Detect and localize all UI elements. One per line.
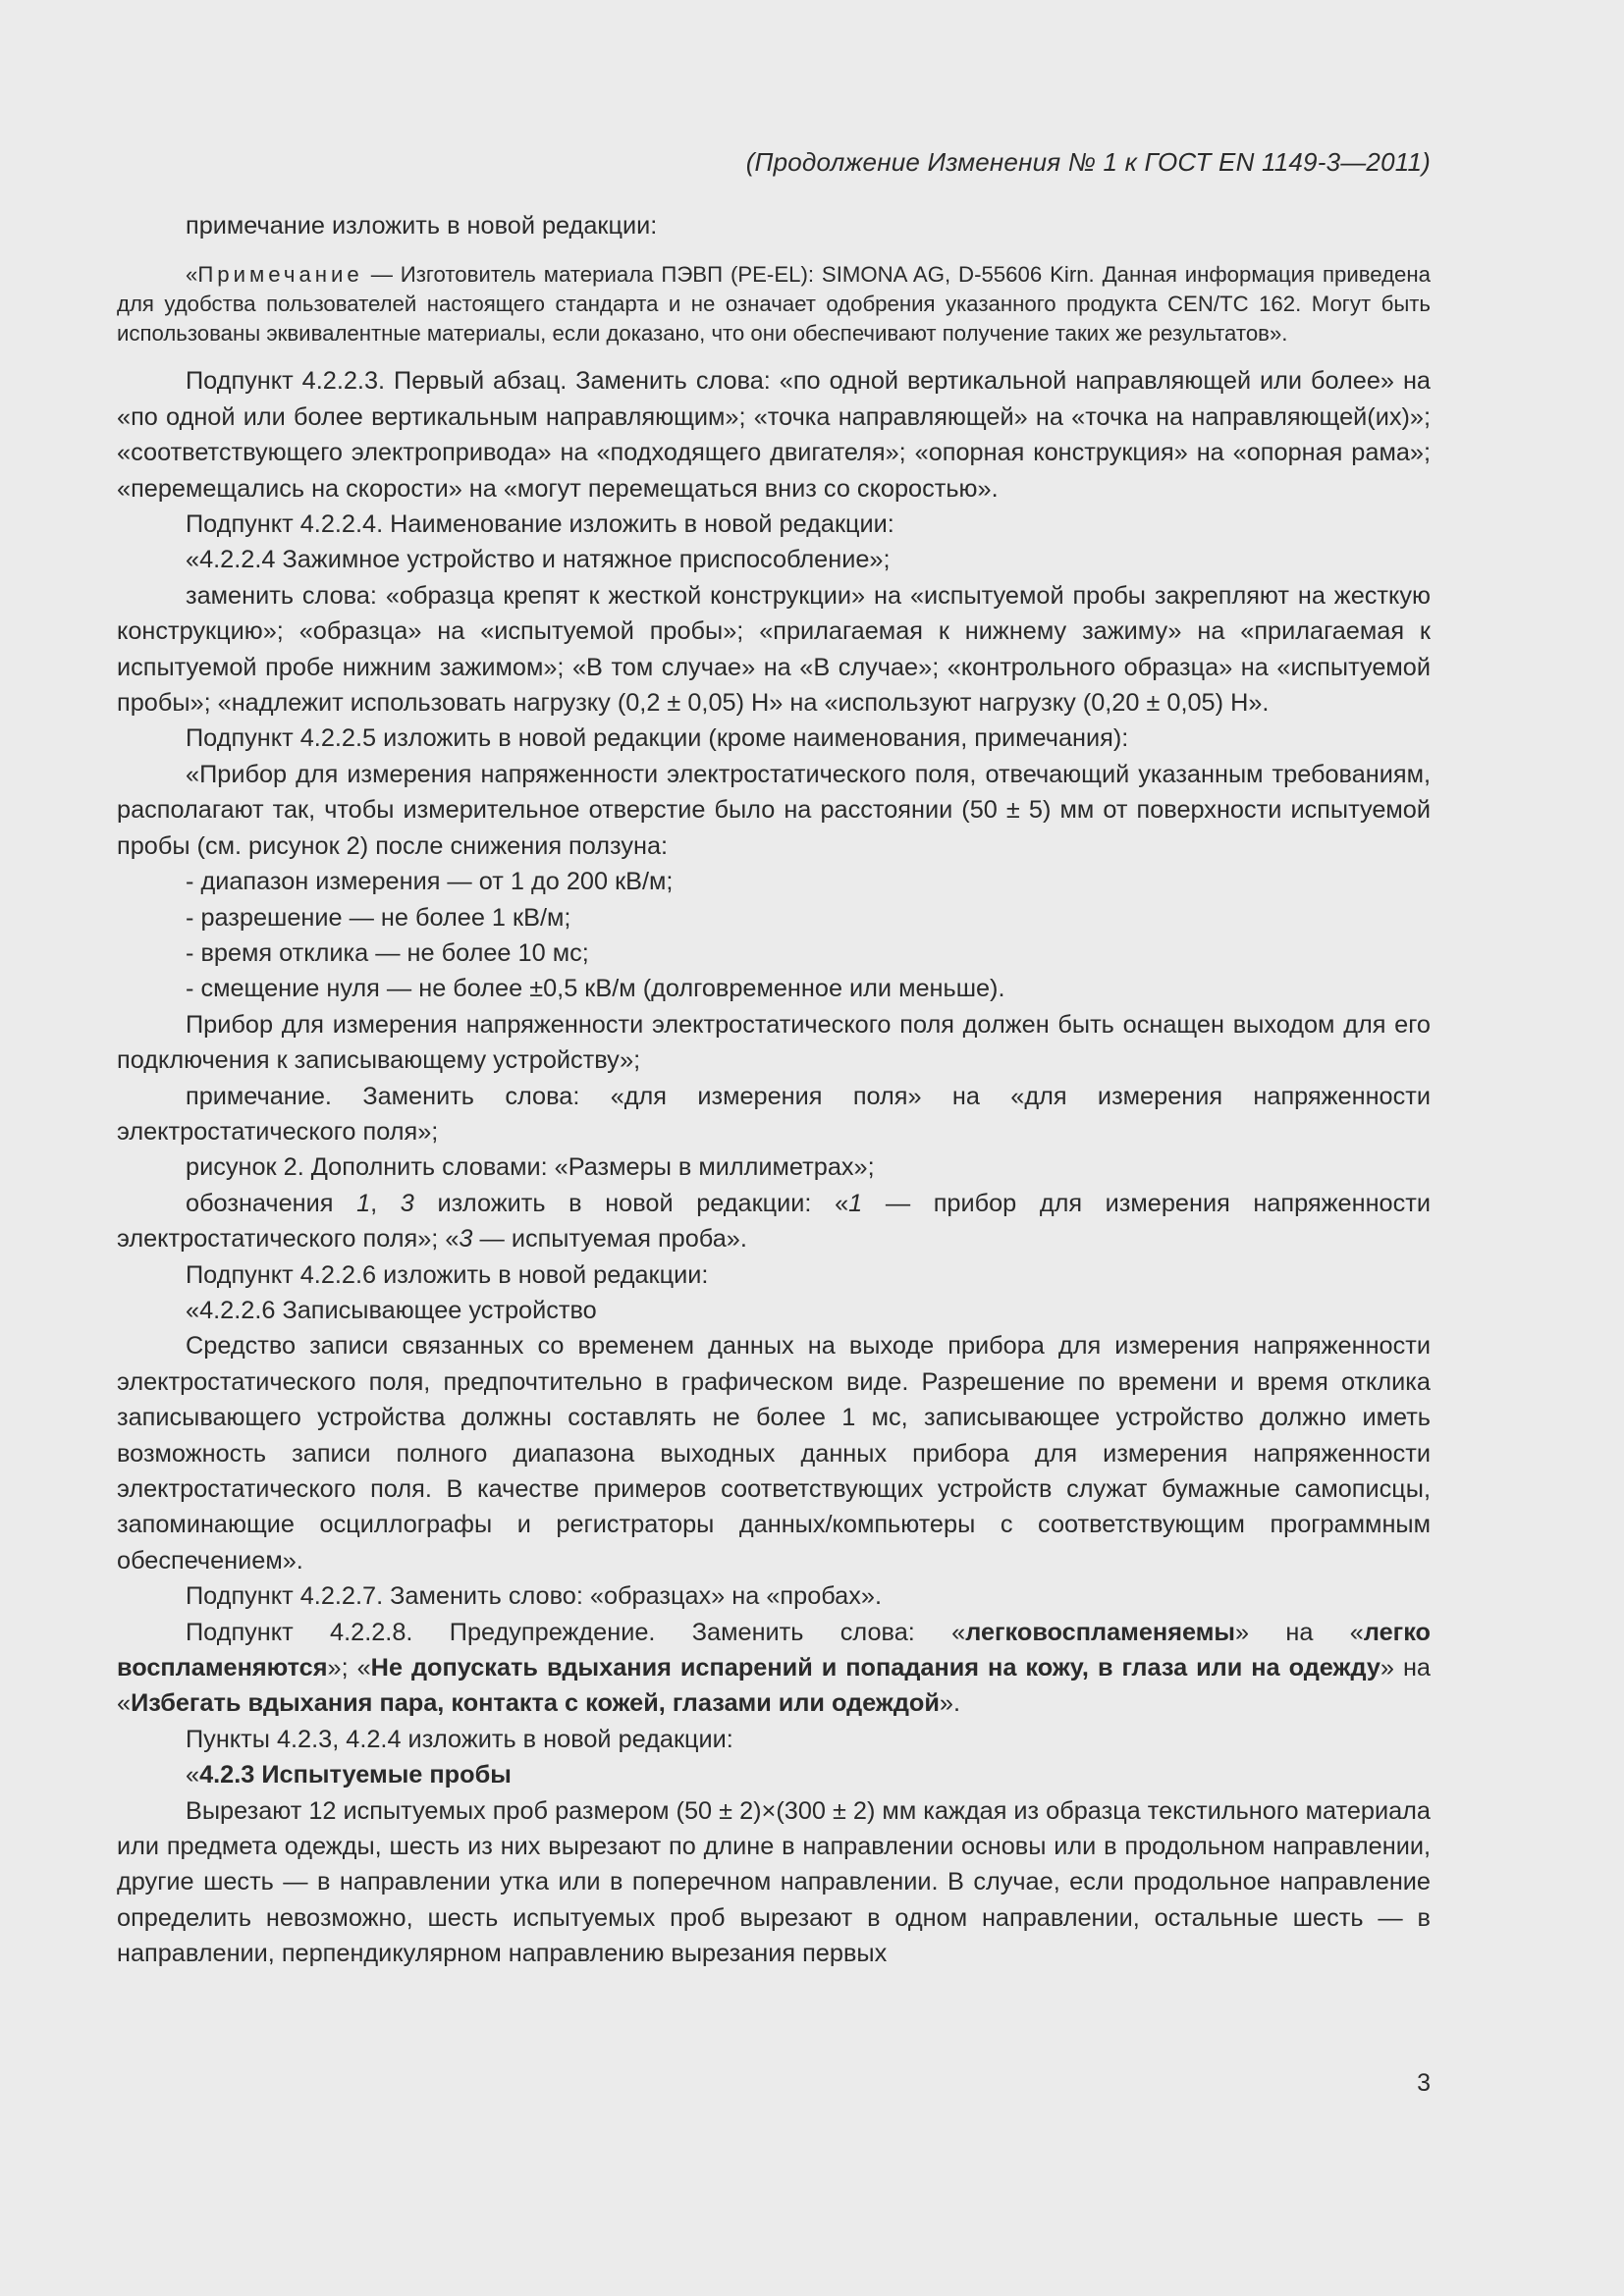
italic-ref: 3 (400, 1189, 414, 1217)
text-run: ». (939, 1689, 961, 1718)
note-open-quote: « (186, 262, 198, 288)
italic-ref: 1 (848, 1189, 863, 1217)
list-item: - диапазон измерения — от 1 до 200 кВ/м; (186, 868, 674, 896)
note-paragraph (117, 260, 1431, 348)
text-run: , (370, 1189, 401, 1217)
paragraph: Пункты 4.2.3, 4.2.4 изложить в новой редакции: (186, 1725, 733, 1753)
paragraph: Прибор для измерения напряженности электростатического поля должен быть оснащен выходом для его подключения к записывающему устройству»; (117, 1010, 1431, 1075)
paragraph: примечание. Заменить слова: «для измерения поля» на «для измерения напряженности электростатического поля»; (117, 1082, 1431, 1146)
bold-run: Не допускать вдыхания испарений и попадания на кожу, в глаза или на одежду (370, 1654, 1380, 1682)
list-item: - время отклика — не более 10 мс; (186, 938, 589, 967)
text-run: »; « (327, 1654, 371, 1682)
italic-ref: 3 (459, 1225, 473, 1254)
paragraph: примечание изложить в новой редакции: (186, 212, 658, 240)
paragraph: рисунок 2. Дополнить словами: «Размеры в миллиметрах»; (186, 1153, 875, 1182)
paragraph: Подпункт 4.2.2.4. Наименование изложить в новой редакции: (186, 510, 894, 539)
running-header: (Продолжение Изменения № 1 к ГОСТ EN 1149-3—2011) (745, 147, 1431, 177)
paragraph (117, 1186, 1431, 1257)
paragraph (117, 1615, 1431, 1722)
open-quote: « (186, 1761, 200, 1789)
italic-ref: 1 (356, 1189, 371, 1217)
text-run: » на « (1235, 1618, 1364, 1646)
paragraph: Подпункт 4.2.2.3. Первый абзац. Заменить слова: «по одной вертикальной направляющей или более» на «по одной или более вертикальным направляющим»; «точка направляющей» на «точка на направляющей(их)»; «соответствующего электропривода» на «подходящего двигателя»; «опорная конструкция» на «опорная рама»; «перемещались на скорости» на «могут перемещаться вниз со скоростью». (117, 367, 1431, 503)
paragraph: Подпункт 4.2.2.6 изложить в новой редакции: (186, 1260, 709, 1289)
bold-run: Избегать вдыхания пара, контакта с кожей, глазами или одеждой (131, 1689, 940, 1718)
page-number: 3 (1417, 2069, 1431, 2097)
note-label: Примечание (197, 262, 363, 288)
section-heading (117, 1757, 1431, 1792)
paragraph: «4.2.2.4 Зажимное устройство и натяжное приспособление»; (186, 546, 891, 574)
list-item: - разрешение — не более 1 кВ/м; (186, 903, 571, 932)
paragraph: Подпункт 4.2.2.5 изложить в новой редакции (кроме наименования, примечания): (186, 724, 1129, 753)
paragraph: «Прибор для измерения напряженности электростатического поля, отвечающий указанным требованиям, располагают так, чтобы измерительное отверстие было на расстоянии (50 ± 5) мм от поверхности испытуемой пробы (см. рисунок 2) после снижения ползуна: (117, 760, 1431, 860)
paragraph: заменить слова: «образца крепят к жесткой конструкции» на «испытуемой пробы закрепляют на жесткую конструкцию»; «образца» на «испытуемой пробы»; «прилагаемая к нижнему зажиму» на «прилагаемая к испытуемой пробе нижним зажимом»; «В том случае» на «В случае»; «контрольного образца» на «испытуемой пробы»; «надлежит использовать нагрузку (0,2 ± 0,05) Н» на «используют нагрузку (0,20 ± 0,05) Н». (117, 581, 1431, 718)
heading-text: 4.2.3 Испытуемые пробы (199, 1761, 512, 1789)
list-item: - смещение нуля — не более ±0,5 кВ/м (долговременное или меньше). (186, 975, 1005, 1003)
bold-run: легко воспламеняются (117, 1618, 1431, 1682)
text-run: — прибор для измерения напряженности электростатического поля»; « (117, 1189, 1431, 1254)
document-body (117, 208, 1431, 1972)
text-run: изложить в новой редакции: « (413, 1189, 849, 1217)
text-run: — испытуемая проба». (472, 1225, 747, 1254)
paragraph: Средство записи связанных со временем данных на выходе прибора для измерения напряженности электростатического поля, предпочтительно в графическом виде. Разрешение по времени и время отклика записывающего устройства должны составлять не более 1 мс, записывающее устройство должно иметь возможность записи полного диапазона выходных данных прибора для измерения напряженности электростатического поля. В качестве примеров соответствующих устройств служат бумажные самописцы, запоминающие осциллографы и регистраторы данных/компьютеры с соответствующим программным обеспечением». (117, 1332, 1431, 1575)
bold-run: легковоспламеняемы (965, 1618, 1236, 1646)
note-text: — Изготовитель материала ПЭВП (PE-EL): SIMONA AG, D-55606 Kirn. Данная информация приведена для удобства пользователей настоящего стандарта и не означает одобрения указанного продукта CEN/TC 162. Могут быть использованы эквивалентные материалы, если доказано, что они обеспечивают получение таких же результатов». (117, 262, 1431, 347)
paragraph: Вырезают 12 испытуемых проб размером (50 ± 2)×(300 ± 2) мм каждая из образца текстильного материала или предмета одежды, шесть из них вырезают по длине в направлении основы или в продольном направлении, другие шесть — в направлении утка или в поперечном направлении. В случае, если продольное направление определить невозможно, шесть испытуемых проб вырезают в одном направлении, остальные шесть — в направлении, перпендикулярном направлению вырезания первых (117, 1796, 1431, 1968)
text-run: Подпункт 4.2.2.8. Предупреждение. Заменить слова: « (186, 1618, 966, 1646)
paragraph: «4.2.2.6 Записывающее устройство (186, 1296, 597, 1324)
text-run: » на « (117, 1654, 1431, 1718)
text-run: обозначения (186, 1189, 357, 1217)
paragraph: Подпункт 4.2.2.7. Заменить слово: «образцах» на «пробах». (186, 1582, 882, 1611)
